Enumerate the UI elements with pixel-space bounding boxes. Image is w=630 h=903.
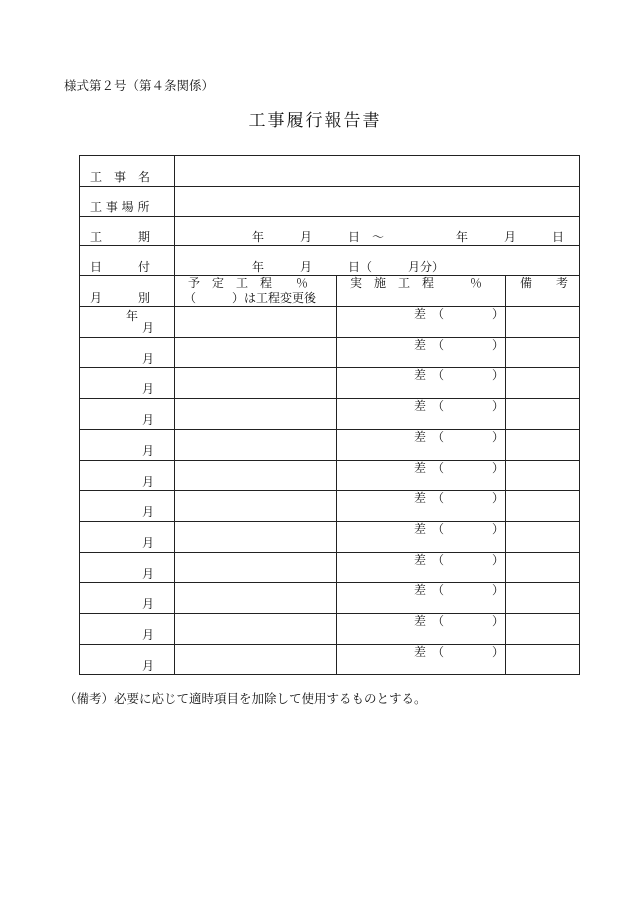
column-divider [505, 275, 506, 674]
month-cell: 月 [142, 567, 155, 581]
actual-progress-header: 実 施 工 程 ％ [350, 276, 483, 290]
row-divider [80, 582, 579, 583]
row-divider [80, 460, 579, 461]
row-divider [80, 490, 579, 491]
row-divider [80, 429, 579, 430]
row-divider [80, 367, 579, 368]
difference-cell: 差 （ ） [414, 522, 505, 536]
year-label: 年 [126, 309, 139, 323]
column-divider [336, 275, 337, 674]
planned-progress-note: （ ）は工程変更後 [184, 291, 317, 305]
month-cell: 月 [142, 659, 155, 673]
difference-cell: 差 （ ） [414, 491, 505, 505]
row-divider [80, 552, 579, 553]
month-cell: 月 [142, 597, 155, 611]
document-title: 工事履行報告書 [248, 111, 382, 131]
planned-progress-header: 予 定 工 程 ％ [188, 276, 309, 290]
column-divider [174, 156, 175, 674]
report-table [79, 155, 580, 675]
project-location-label: 工 事 場 所 [90, 200, 150, 214]
row-divider [80, 521, 579, 522]
month-cell: 月 [142, 352, 155, 366]
difference-cell: 差 （ ） [414, 430, 505, 444]
month-cell: 月 [142, 382, 155, 396]
date-value: 年 月 日（ 月分） [252, 260, 445, 274]
month-cell: 月 [142, 321, 155, 335]
project-name-label: 工 事 名 [90, 170, 151, 184]
month-cell: 月 [142, 505, 155, 519]
month-column-header: 月 別 [90, 291, 151, 305]
difference-cell: 差 （ ） [414, 553, 505, 567]
period-label: 工 期 [90, 230, 151, 244]
form-number: 様式第２号（第４条関係） [64, 78, 215, 93]
difference-cell: 差 （ ） [414, 645, 505, 659]
month-cell: 月 [142, 628, 155, 642]
row-divider [80, 245, 579, 246]
row-divider [80, 186, 579, 187]
month-cell: 月 [142, 444, 155, 458]
difference-cell: 差 （ ） [414, 461, 505, 475]
difference-cell: 差 （ ） [414, 368, 505, 382]
difference-cell: 差 （ ） [414, 338, 505, 352]
footnote: （備考）必要に応じて適時項目を加除して使用するものとする。 [64, 691, 427, 706]
month-cell: 月 [142, 413, 155, 427]
month-cell: 月 [142, 475, 155, 489]
row-divider [80, 613, 579, 614]
row-divider [80, 398, 579, 399]
difference-cell: 差 （ ） [414, 583, 505, 597]
remarks-header: 備 考 [520, 276, 569, 290]
difference-cell: 差 （ ） [414, 307, 505, 321]
row-divider [80, 216, 579, 217]
difference-cell: 差 （ ） [414, 614, 505, 628]
row-divider [80, 644, 579, 645]
period-value: 年 月 日 ～ 年 月 日 [252, 230, 565, 244]
difference-cell: 差 （ ） [414, 399, 505, 413]
row-divider [80, 337, 579, 338]
month-cell: 月 [142, 536, 155, 550]
date-label: 日 付 [90, 260, 151, 274]
